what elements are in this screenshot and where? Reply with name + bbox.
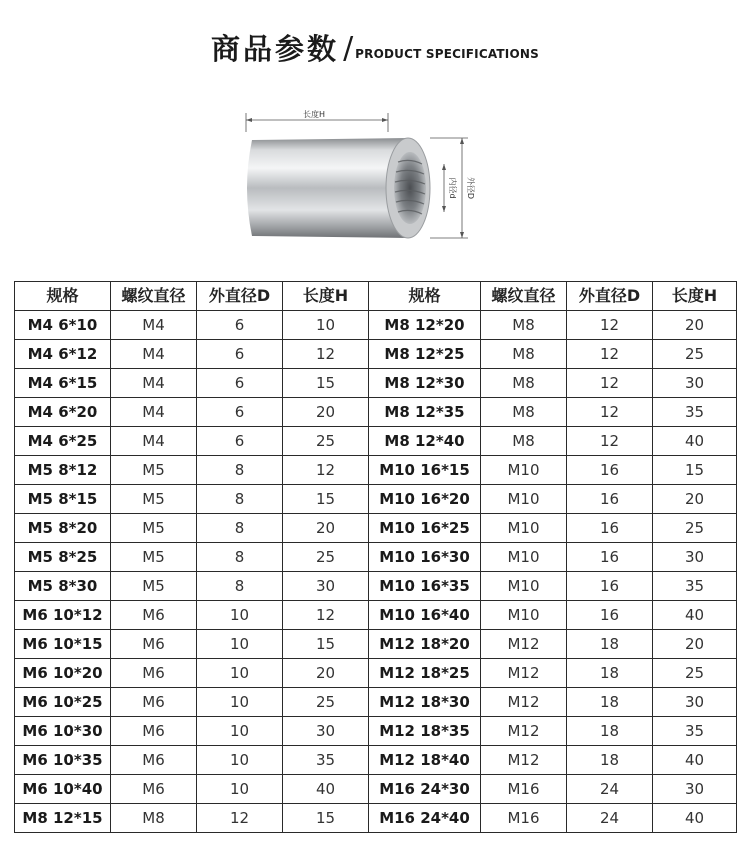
- thread-diameter-cell: M4: [111, 311, 197, 340]
- thread-diameter-cell: M16: [481, 804, 567, 833]
- table-row: [15, 398, 737, 427]
- thread-diameter-cell: M10: [481, 485, 567, 514]
- spec-cell: M5 8*25: [15, 543, 111, 572]
- thread-diameter-cell: M10: [481, 543, 567, 572]
- length-cell: 12: [283, 340, 369, 369]
- outer-diameter-cell: 8: [197, 543, 283, 572]
- length-cell: 12: [283, 601, 369, 630]
- thread-diameter-cell: M8: [481, 311, 567, 340]
- spec-cell: M4 6*12: [15, 340, 111, 369]
- outer-diameter-cell: 24: [567, 775, 653, 804]
- spec-table: [14, 281, 737, 833]
- outer-diameter-cell: 12: [567, 369, 653, 398]
- spec-cell: M6 10*20: [15, 659, 111, 688]
- spec-cell: M10 16*40: [369, 601, 481, 630]
- header-spec: 规格: [369, 282, 481, 311]
- table-row: [15, 311, 737, 340]
- length-cell: 30: [653, 688, 737, 717]
- length-cell: 20: [653, 485, 737, 514]
- spec-cell: M6 10*30: [15, 717, 111, 746]
- length-cell: 30: [283, 572, 369, 601]
- spec-cell: M6 10*25: [15, 688, 111, 717]
- spec-cell: M8 12*35: [369, 398, 481, 427]
- outer-diameter-cell: 18: [567, 717, 653, 746]
- thread-diameter-cell: M12: [481, 717, 567, 746]
- length-cell: 25: [653, 659, 737, 688]
- length-cell: 30: [653, 775, 737, 804]
- length-cell: 35: [653, 398, 737, 427]
- outer-diameter-cell: 16: [567, 456, 653, 485]
- table-row: [15, 601, 737, 630]
- spec-cell: M6 10*12: [15, 601, 111, 630]
- outer-diameter-cell: 12: [567, 427, 653, 456]
- outer-diameter-cell: 16: [567, 601, 653, 630]
- length-cell: 20: [283, 659, 369, 688]
- outer-diameter-cell: 10: [197, 601, 283, 630]
- length-cell: 15: [283, 369, 369, 398]
- spec-cell: M4 6*10: [15, 311, 111, 340]
- table-row: [15, 369, 737, 398]
- title-chinese: 商品参数: [211, 32, 340, 66]
- outer-diameter-cell: 10: [197, 775, 283, 804]
- length-cell: 20: [283, 398, 369, 427]
- spec-cell: M6 10*40: [15, 775, 111, 804]
- inner-diameter-label: 内径d: [448, 177, 457, 199]
- spec-cell: M10 16*35: [369, 572, 481, 601]
- outer-diameter-cell: 12: [197, 804, 283, 833]
- thread-diameter-cell: M8: [481, 398, 567, 427]
- thread-diameter-cell: M12: [481, 688, 567, 717]
- length-cell: 40: [653, 427, 737, 456]
- table-row: [15, 746, 737, 775]
- spec-cell: M5 8*20: [15, 514, 111, 543]
- header-outer-diameter: 外直径D: [197, 282, 283, 311]
- thread-diameter-cell: M4: [111, 427, 197, 456]
- outer-diameter-cell: 6: [197, 427, 283, 456]
- header-outer-diameter: 外直径D: [567, 282, 653, 311]
- spec-cell: M5 8*15: [15, 485, 111, 514]
- thread-diameter-cell: M10: [481, 572, 567, 601]
- header-length: 长度H: [653, 282, 737, 311]
- outer-diameter-cell: 12: [567, 398, 653, 427]
- thread-diameter-cell: M5: [111, 543, 197, 572]
- spec-cell: M8 12*15: [15, 804, 111, 833]
- connector-nut-icon: [247, 138, 430, 238]
- length-cell: 20: [653, 311, 737, 340]
- length-cell: 25: [283, 688, 369, 717]
- spec-cell: M10 16*25: [369, 514, 481, 543]
- length-cell: 20: [283, 514, 369, 543]
- outer-diameter-cell: 6: [197, 340, 283, 369]
- length-cell: 25: [653, 340, 737, 369]
- length-cell: 30: [283, 717, 369, 746]
- thread-diameter-cell: M6: [111, 775, 197, 804]
- outer-diameter-cell: 18: [567, 746, 653, 775]
- title-english: PRODUCT SPECIFICATIONS: [355, 47, 539, 61]
- thread-diameter-cell: M5: [111, 572, 197, 601]
- thread-diameter-cell: M4: [111, 340, 197, 369]
- length-cell: 35: [283, 746, 369, 775]
- thread-diameter-cell: M8: [481, 369, 567, 398]
- outer-diameter-cell: 16: [567, 485, 653, 514]
- spec-cell: M10 16*30: [369, 543, 481, 572]
- thread-diameter-cell: M6: [111, 688, 197, 717]
- spec-cell: M12 18*40: [369, 746, 481, 775]
- thread-diameter-cell: M10: [481, 456, 567, 485]
- thread-diameter-cell: M10: [481, 601, 567, 630]
- spec-cell: M5 8*30: [15, 572, 111, 601]
- spec-cell: M4 6*25: [15, 427, 111, 456]
- length-cell: 35: [653, 717, 737, 746]
- inner-diameter-dimension: [442, 164, 446, 212]
- table-row: [15, 775, 737, 804]
- length-cell: 30: [653, 369, 737, 398]
- table-row: [15, 485, 737, 514]
- outer-diameter-cell: 8: [197, 456, 283, 485]
- spec-cell: M16 24*30: [369, 775, 481, 804]
- table-row: [15, 659, 737, 688]
- table-row: [15, 630, 737, 659]
- length-cell: 40: [283, 775, 369, 804]
- title-separator: /: [343, 31, 354, 66]
- outer-diameter-cell: 24: [567, 804, 653, 833]
- thread-diameter-cell: M6: [111, 717, 197, 746]
- spec-cell: M16 24*40: [369, 804, 481, 833]
- table-header-row: [15, 282, 737, 311]
- table-row: [15, 543, 737, 572]
- length-cell: 30: [653, 543, 737, 572]
- length-cell: 25: [283, 543, 369, 572]
- table-row: [15, 427, 737, 456]
- length-cell: 40: [653, 601, 737, 630]
- thread-diameter-cell: M16: [481, 775, 567, 804]
- length-cell: 15: [283, 485, 369, 514]
- length-cell: 40: [653, 804, 737, 833]
- table-row: [15, 572, 737, 601]
- outer-diameter-cell: 10: [197, 717, 283, 746]
- outer-diameter-label: 外径D: [466, 176, 475, 200]
- header-thread-diameter: 螺纹直径: [481, 282, 567, 311]
- outer-diameter-cell: 6: [197, 398, 283, 427]
- outer-diameter-cell: 12: [567, 311, 653, 340]
- outer-diameter-cell: 18: [567, 659, 653, 688]
- spec-cell: M4 6*15: [15, 369, 111, 398]
- length-cell: 20: [653, 630, 737, 659]
- length-cell: 12: [283, 456, 369, 485]
- spec-cell: M10 16*15: [369, 456, 481, 485]
- spec-cell: M8 12*20: [369, 311, 481, 340]
- outer-diameter-cell: 10: [197, 630, 283, 659]
- thread-diameter-cell: M5: [111, 485, 197, 514]
- outer-diameter-cell: 10: [197, 659, 283, 688]
- header-length: 长度H: [283, 282, 369, 311]
- length-cell: 10: [283, 311, 369, 340]
- thread-diameter-cell: M8: [481, 340, 567, 369]
- thread-diameter-cell: M5: [111, 514, 197, 543]
- thread-diameter-cell: M8: [481, 427, 567, 456]
- thread-diameter-cell: M12: [481, 659, 567, 688]
- outer-diameter-cell: 16: [567, 543, 653, 572]
- length-cell: 25: [653, 514, 737, 543]
- page-title: [0, 26, 750, 66]
- outer-diameter-cell: 6: [197, 369, 283, 398]
- spec-cell: M12 18*35: [369, 717, 481, 746]
- spec-cell: M8 12*25: [369, 340, 481, 369]
- table-row: [15, 514, 737, 543]
- outer-diameter-cell: 8: [197, 514, 283, 543]
- length-label: 长度H: [303, 110, 326, 119]
- length-cell: 35: [653, 572, 737, 601]
- spec-cell: M6 10*35: [15, 746, 111, 775]
- outer-diameter-cell: 16: [567, 572, 653, 601]
- product-diagram: [230, 100, 520, 250]
- table-row: [15, 340, 737, 369]
- spec-cell: M12 18*25: [369, 659, 481, 688]
- outer-diameter-cell: 10: [197, 688, 283, 717]
- outer-diameter-cell: 8: [197, 572, 283, 601]
- outer-diameter-cell: 10: [197, 746, 283, 775]
- spec-cell: M10 16*20: [369, 485, 481, 514]
- outer-diameter-cell: 16: [567, 514, 653, 543]
- outer-diameter-cell: 18: [567, 688, 653, 717]
- table-row: [15, 804, 737, 833]
- length-cell: 25: [283, 427, 369, 456]
- thread-diameter-cell: M12: [481, 630, 567, 659]
- table-row: [15, 717, 737, 746]
- spec-cell: M12 18*30: [369, 688, 481, 717]
- thread-diameter-cell: M6: [111, 630, 197, 659]
- length-cell: 15: [653, 456, 737, 485]
- header-thread-diameter: 螺纹直径: [111, 282, 197, 311]
- outer-diameter-cell: 12: [567, 340, 653, 369]
- table-row: [15, 688, 737, 717]
- header-spec: 规格: [15, 282, 111, 311]
- spec-cell: M8 12*40: [369, 427, 481, 456]
- length-cell: 40: [653, 746, 737, 775]
- spec-cell: M8 12*30: [369, 369, 481, 398]
- outer-diameter-cell: 8: [197, 485, 283, 514]
- thread-diameter-cell: M6: [111, 659, 197, 688]
- outer-diameter-cell: 6: [197, 311, 283, 340]
- length-cell: 15: [283, 630, 369, 659]
- spec-cell: M12 18*20: [369, 630, 481, 659]
- thread-diameter-cell: M6: [111, 746, 197, 775]
- thread-diameter-cell: M12: [481, 746, 567, 775]
- thread-diameter-cell: M5: [111, 456, 197, 485]
- table-body: [15, 311, 737, 833]
- length-cell: 15: [283, 804, 369, 833]
- thread-diameter-cell: M4: [111, 369, 197, 398]
- spec-cell: M5 8*12: [15, 456, 111, 485]
- thread-diameter-cell: M10: [481, 514, 567, 543]
- thread-diameter-cell: M8: [111, 804, 197, 833]
- spec-cell: M4 6*20: [15, 398, 111, 427]
- table-row: [15, 456, 737, 485]
- thread-diameter-cell: M6: [111, 601, 197, 630]
- outer-diameter-cell: 18: [567, 630, 653, 659]
- spec-cell: M6 10*15: [15, 630, 111, 659]
- thread-diameter-cell: M4: [111, 398, 197, 427]
